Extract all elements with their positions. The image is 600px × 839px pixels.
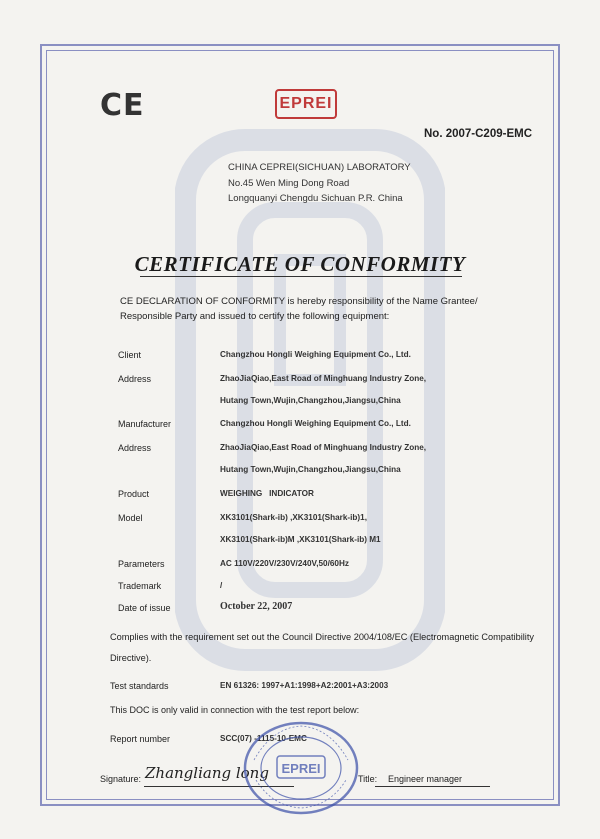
title-underline <box>140 276 462 277</box>
model-value-line1: XK3101(Shark-ib) ,XK3101(Shark-ib)1, <box>220 513 367 522</box>
model-value-line2: XK3101(Shark-ib)M ,XK3101(Shark-ib) M1 <box>220 535 381 544</box>
laboratory-info <box>228 160 411 207</box>
parameters-label: Parameters <box>118 559 165 569</box>
signature-label: Signature: <box>100 774 142 784</box>
test-standards-value: EN 61326: 1997+A1:1998+A2:2001+A3:2003 <box>220 681 389 690</box>
manufacturer-address-label: Address <box>118 443 152 453</box>
declaration-text: CE DECLARATION OF CONFORMITY is hereby responsibility of the Name Grantee/ Responsible Party and issued to certify the following equipment: <box>120 296 478 322</box>
product-label: Product <box>118 489 150 499</box>
ce-mark-logo: CE <box>100 88 145 123</box>
manufacturer-value: Changzhou Hongli Weighing Equipment Co., Ltd. <box>220 419 411 428</box>
svg-text:EPREI: EPREI <box>281 761 321 776</box>
client-label: Client <box>118 350 142 360</box>
title-label: Title: <box>358 774 378 784</box>
test-standards-label: Test standards <box>110 681 169 691</box>
trademark-label: Trademark <box>118 581 162 591</box>
model-label: Model <box>118 513 143 523</box>
report-number-value: SCC(07) -1115-10-EMC <box>220 734 307 743</box>
handwritten-signature: Zhangliang long <box>145 764 269 782</box>
laboratory-address-line1: No.45 Wen Ming Dong Road <box>228 177 350 189</box>
report-number-label: Report number <box>110 734 171 744</box>
parameters-value: AC 110V/220V/230V/240V,50/60Hz <box>220 559 349 568</box>
eprei-logo: EPREI <box>275 89 337 119</box>
certificate-title: CERTIFICATE OF CONFORMITY <box>134 252 466 276</box>
manufacturer-label: Manufacturer <box>118 419 172 429</box>
complies-text: Complies with the requirement set out the Council Directive 2004/108/EC (Electromagnetic Compatibility Directive). <box>110 632 534 663</box>
laboratory-name: CHINA CEPREI(SICHUAN) LABORATORY <box>228 162 411 173</box>
manufacturer-address-line2: Hutang Town,Wujin,Changzhou,Jiangsu,China <box>220 465 401 474</box>
date-label: Date of issue <box>118 603 171 613</box>
client-address-line2: Hutang Town,Wujin,Changzhou,Jiangsu,China <box>220 396 401 405</box>
date-value: October 22, 2007 <box>220 601 293 612</box>
title-line <box>375 786 490 787</box>
client-address-line1: ZhaoJiaQiao,East Road of Minghuang Industry Zone, <box>220 374 427 383</box>
title-value: Engineer manager <box>388 774 463 784</box>
laboratory-stamp <box>242 720 360 816</box>
valid-text: This DOC is only valid in connection with the test report below: <box>110 705 360 715</box>
product-value: WEIGHING INDICATOR <box>220 489 314 498</box>
certificate-number: No. 2007-C209-EMC <box>423 128 532 140</box>
client-address-label: Address <box>118 374 152 384</box>
client-value: Changzhou Hongli Weighing Equipment Co., Ltd. <box>220 350 411 359</box>
trademark-value: / <box>220 581 223 590</box>
laboratory-address-line2: Longquanyi Chengdu Sichuan P.R. China <box>228 193 403 204</box>
manufacturer-address-line1: ZhaoJiaQiao,East Road of Minghuang Industry Zone, <box>220 443 427 452</box>
